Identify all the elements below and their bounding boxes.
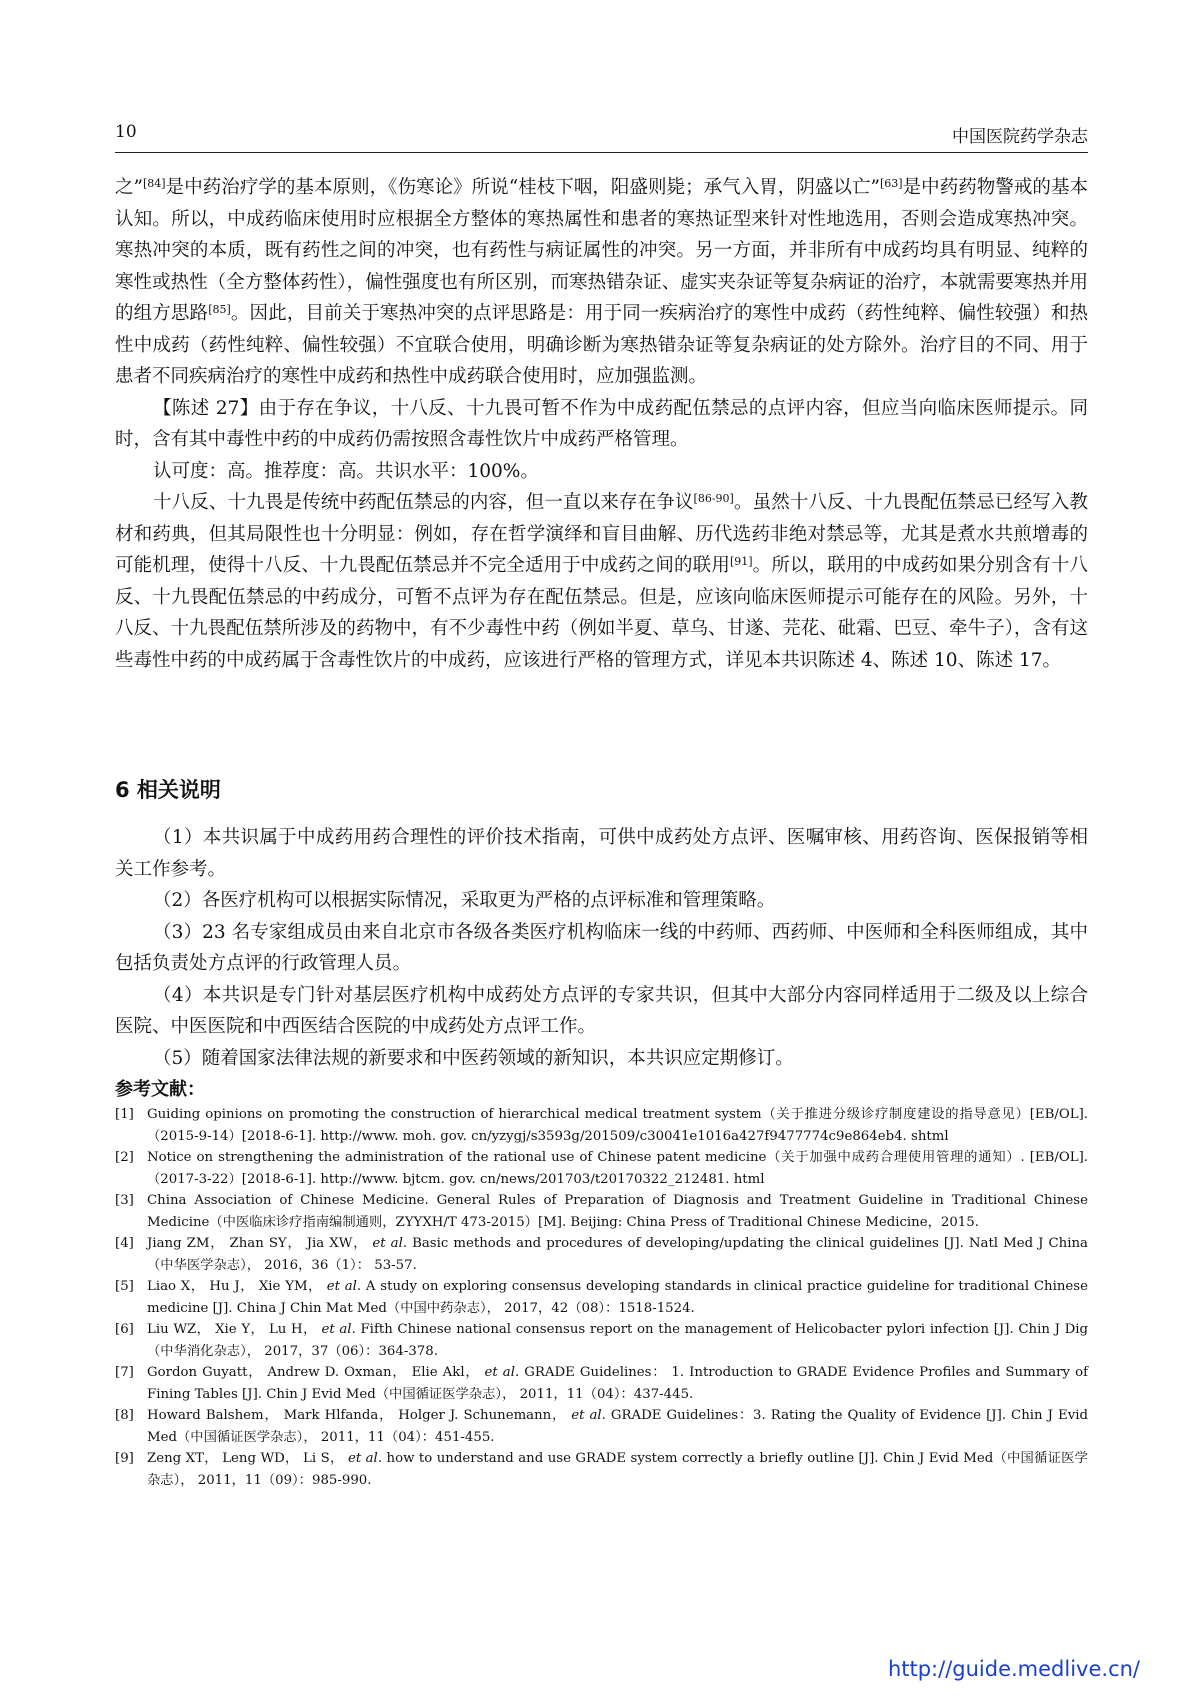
paragraph-eighteen-incompatibilities: 十八反、十九畏是传统中药配伍禁忌的内容，但一直以来存在争议[86-90]。虽然十八反、十九畏配伍禁忌已经写入教材和药典，但其局限性也十分明显：例如，存在哲学演绎和盲目曲解、历代选药非绝对禁忌等，尤其是煮水共煎增毒的可能机理，使得十八反、十九畏配伍禁忌并不完全适用于中成药之间的联用[91]。所以，联用的中成药如果分别含有十八反、十九畏配伍禁忌的中药成分，可暂不点评为存在配伍禁忌。但是，应该向临床医师提示可能存在的风险。另外，十八反、十九畏配伍禁所涉及的药物中，有不少毒性中药（例如半夏、草乌、甘遂、芫花、砒霜、巴豆、牵牛子），含有这些毒性中药的中成药属于含毒性饮片的中成药，应该进行严格的管理方式，详见本共识陈述 4、陈述 10、陈述 17。 xyxy=(115,492,1088,671)
source-watermark-link[interactable]: http://guide.medlive.cn/ xyxy=(887,1657,1140,1681)
citation: [91] xyxy=(729,555,753,568)
section-heading: 6 相关说明 xyxy=(115,778,221,802)
reference-item: [1] Guiding opinions on promoting the construction of hierarchical medical treatment system（关于推进分级诊疗制度建设的指导意见）[EB/OL].（2015-9-14）[2018-6-1]. http://www. moh. gov. cn/yzygj/s3593g/201509/c30041e1016a427f9477774c9e864eb4. shtml xyxy=(115,1107,1088,1144)
note-item: （5）随着国家法律法规的新要求和中医药领域的新知识，本共识应定期修订。 xyxy=(153,1047,794,1069)
reference-item: [4] Jiang ZM， Zhan SY， Jia XW， et al. Basic methods and procedures of developing/updating the clinical guidelines [J]. Natl Med J China（中华医学杂志）， 2016，36（1）： 53-57. xyxy=(115,1236,1088,1273)
note-item: （2）各医疗机构可以根据实际情况，采取更为严格的点评标准和管理策略。 xyxy=(153,890,776,911)
citation: [86-90] xyxy=(693,492,734,505)
references-heading: 参考文献： xyxy=(115,1079,205,1100)
header-rule xyxy=(115,152,1088,153)
page-number: 10 xyxy=(115,122,137,142)
statement-27: 【陈述 27】由于存在争议，十八反、十九畏可暂不作为中成药配伍禁忌的点评内容，但应当向临床医师提示。同时，含有其中毒性中药的中成药仍需按照含毒性饮片中成药严格管理。 xyxy=(115,397,1088,450)
note-item: （3）23 名专家组成员由来自北京市各级各类医疗机构临床一线的中药师、西药师、中医师和全科医师组成，其中包括负责处方点评的行政管理人员。 xyxy=(115,921,1088,974)
reference-item: [8] Howard Balshem， Mark Hlfanda， Holger J. Schunemann， et al. GRADE Guidelines：3. Rating the Quality of Evidence [J]. Chin J Evid Med（中国循证医学杂志）， 2011，11（04）：451-455. xyxy=(115,1408,1089,1445)
reference-item: [9] Zeng XT， Leng WD， Li S， et al. how to understand and use GRADE system correctly a briefly outline [J]. Chin J Evid Med（中国循证医学杂志）， 2011，11（09）：985-990. xyxy=(115,1451,1088,1488)
citation: [85] xyxy=(208,303,231,316)
paragraph-cold-heat: 之”[84]是中药治疗学的基本原则，《伤寒论》所说“桂枝下咽，阳盛则毙；承气入胃，阴盛以亡”[63]是中药药物警戒的基本认知。所以，中成药临床使用时应根据全方整体的寒热属性和患者的寒热证型来针对性地选用，否则会造成寒热冲突。寒热冲突的本质，既有药性之间的冲突，也有药性与病证属性的冲突。另一方面，并非所有中成药均具有明显、纯粹的寒性或热性（全方整体药性），偏性强度也有所区别，而寒热错杂证、虚实夹杂证等复杂病证的治疗，本就需要寒热并用的组方思路[85]。因此，目前关于寒热冲突的点评思路是：用于同一疾病治疗的寒性中成药（药性纯粹、偏性较强）和热性中成药（药性纯粹、偏性较强）不宜联合使用，明确诊断为寒热错杂证等复杂病证的处方除外。治疗目的不同、用于患者不同疾病治疗的寒性中成药和热性中成药联合使用时，应加强监测。 xyxy=(115,177,1089,387)
page-header xyxy=(115,118,1088,148)
reference-item: [2] Notice on strengthening the administration of the rational use of Chinese patent medicine（关于加强中成药合理使用管理的通知）. [EB/OL].（2017-3-22）[2018-6-1]. http://www. bjtcm. gov. cn/news/201703/t20170322_212481. html xyxy=(115,1150,1088,1187)
note-item: （1）本共识属于中成药用药合理性的评价技术指南，可供中成药处方点评、医嘱审核、用药咨询、医保报销等相关工作参考。 xyxy=(115,827,1088,880)
journal-title: 中国医院药学杂志 xyxy=(952,127,1088,147)
section-notes xyxy=(115,822,1088,1074)
consensus-level: 认可度：高。推荐度：高。共识水平：100%。 xyxy=(153,460,539,482)
reference-item: [7] Gordon Guyatt， Andrew D. Oxman， Elie Akl， et al. GRADE Guidelines： 1. Introduction to GRADE Evidence Profiles and Summary of Fining Tables [J]. Chin J Evid Med（中国循证医学杂志）， 2011，11（04）：437-445. xyxy=(115,1365,1088,1402)
body-text xyxy=(115,172,1088,676)
citation: [84] xyxy=(143,177,166,190)
reference-item: [6] Liu WZ， Xie Y， Lu H， et al. Fifth Chinese national consensus report on the management of Helicobacter pylori infection [J]. Chin J Dig（中华消化杂志）， 2017，37（06）：364-378. xyxy=(115,1322,1088,1359)
citation: [63] xyxy=(879,177,903,190)
note-item: （4）本共识是专门针对基层医疗机构中成药处方点评的专家共识，但其中大部分内容同样适用于二级及以上综合医院、中医医院和中西医结合医院的中成药处方点评工作。 xyxy=(115,984,1088,1037)
reference-item: [3] China Association of Chinese Medicine. General Rules of Preparation of Diagnosis and Treatment Guideline in Traditional Chinese Medicine（中医临床诊疗指南编制通则，ZYYXH/T 473-2015）[M]. Beijing: China Press of Traditional Chinese Medicine，2015. xyxy=(115,1193,1088,1230)
reference-item: [5] Liao X， Hu J， Xie YM， et al. A study on exploring consensus developing standards in clinical practice guideline for traditional Chinese medicine [J]. China J Chin Mat Med（中国中药杂志）， 2017，42（08）：1518-1524. xyxy=(115,1279,1088,1316)
reference-list xyxy=(115,1104,1088,1491)
